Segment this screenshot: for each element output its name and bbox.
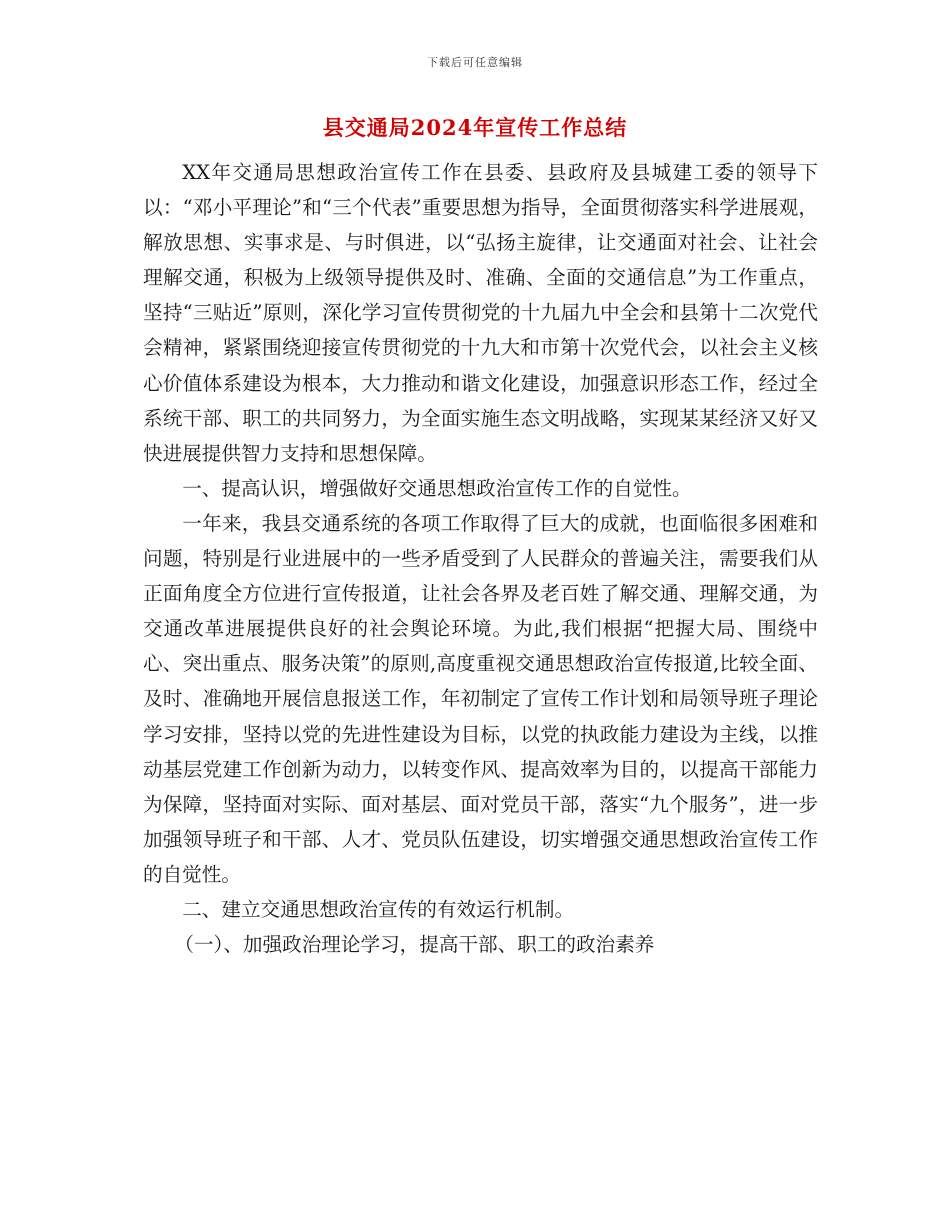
- paragraph-section-1: 一年来，我县交通系统的各项工作取得了巨大的成就，也面临很多困难和问题，特别是行业进展中的一些矛盾受到了人民群众的普遍关注，需要我们从正面角度全方位进行宣传报道，让社会各界及老百姓了解交通、理解交通，为交通改革进展提供良好的社会舆论环境。为此,我们根据“把握大局、围绕中心、突出重点、服务决策”的原则,高度重视交通思想政治宣传报道,比较全面、及时、准确地开展信息报送工作，年初制定了宣传工作计划和局领导班子理论学习安排，坚持以党的先进性建设为目标，以党的执政能力建设为主线，以推动基层党建工作创新为动力，以转变作风、提高效率为目的，以提高干部能力为保障，坚持面对实际、面对基层、面对党员干部，落实“九个服务”，进一步加强领导班子和干部、人才、党员队伍建设，切实增强交通思想政治宣传工作的自觉性。: [143, 511, 818, 886]
- section-heading-1: 一、提高认识，增强做好交通思想政治宣传工作的自觉性。: [182, 476, 692, 500]
- subsection-heading-1: （一）、加强政治理论学习，提高干部、职工的政治素养: [174, 933, 655, 957]
- document-body: [143, 155, 818, 962]
- document-title: 县交通局2024年宣传工作总结: [322, 115, 628, 140]
- paragraph-intro: XX年交通局思想政治宣传工作在县委、县政府及县城建工委的领导下以：“邓小平理论”和“三个代表”重要思想为指导，全面贯彻落实科学进展观，解放思想、实事求是、与时俱进，以“弘扬主旋律，让交通面对社会、让社会理解交通，积极为上级领导提供及时、准确、全面的交通信息”为工作重点，坚持“三贴近”原则，深化学习宣传贯彻党的十九届九中全会和县第十二次党代会精神，紧紧围绕迎接宣传贯彻党的十九大和市第十次党代会，以社会主义核心价值体系建设为根本，大力推动和谐文化建设，加强意识形态工作，经过全系统干部、职工的共同努力，为全面实施生态文明战略，实现某某经济又好又快进展提供智力支持和思想保障。: [143, 161, 818, 465]
- section-heading-2: 二、建立交通思想政治宣传的有效运行机制。: [182, 897, 575, 921]
- header-note: 下载后可任意编辑: [427, 56, 523, 69]
